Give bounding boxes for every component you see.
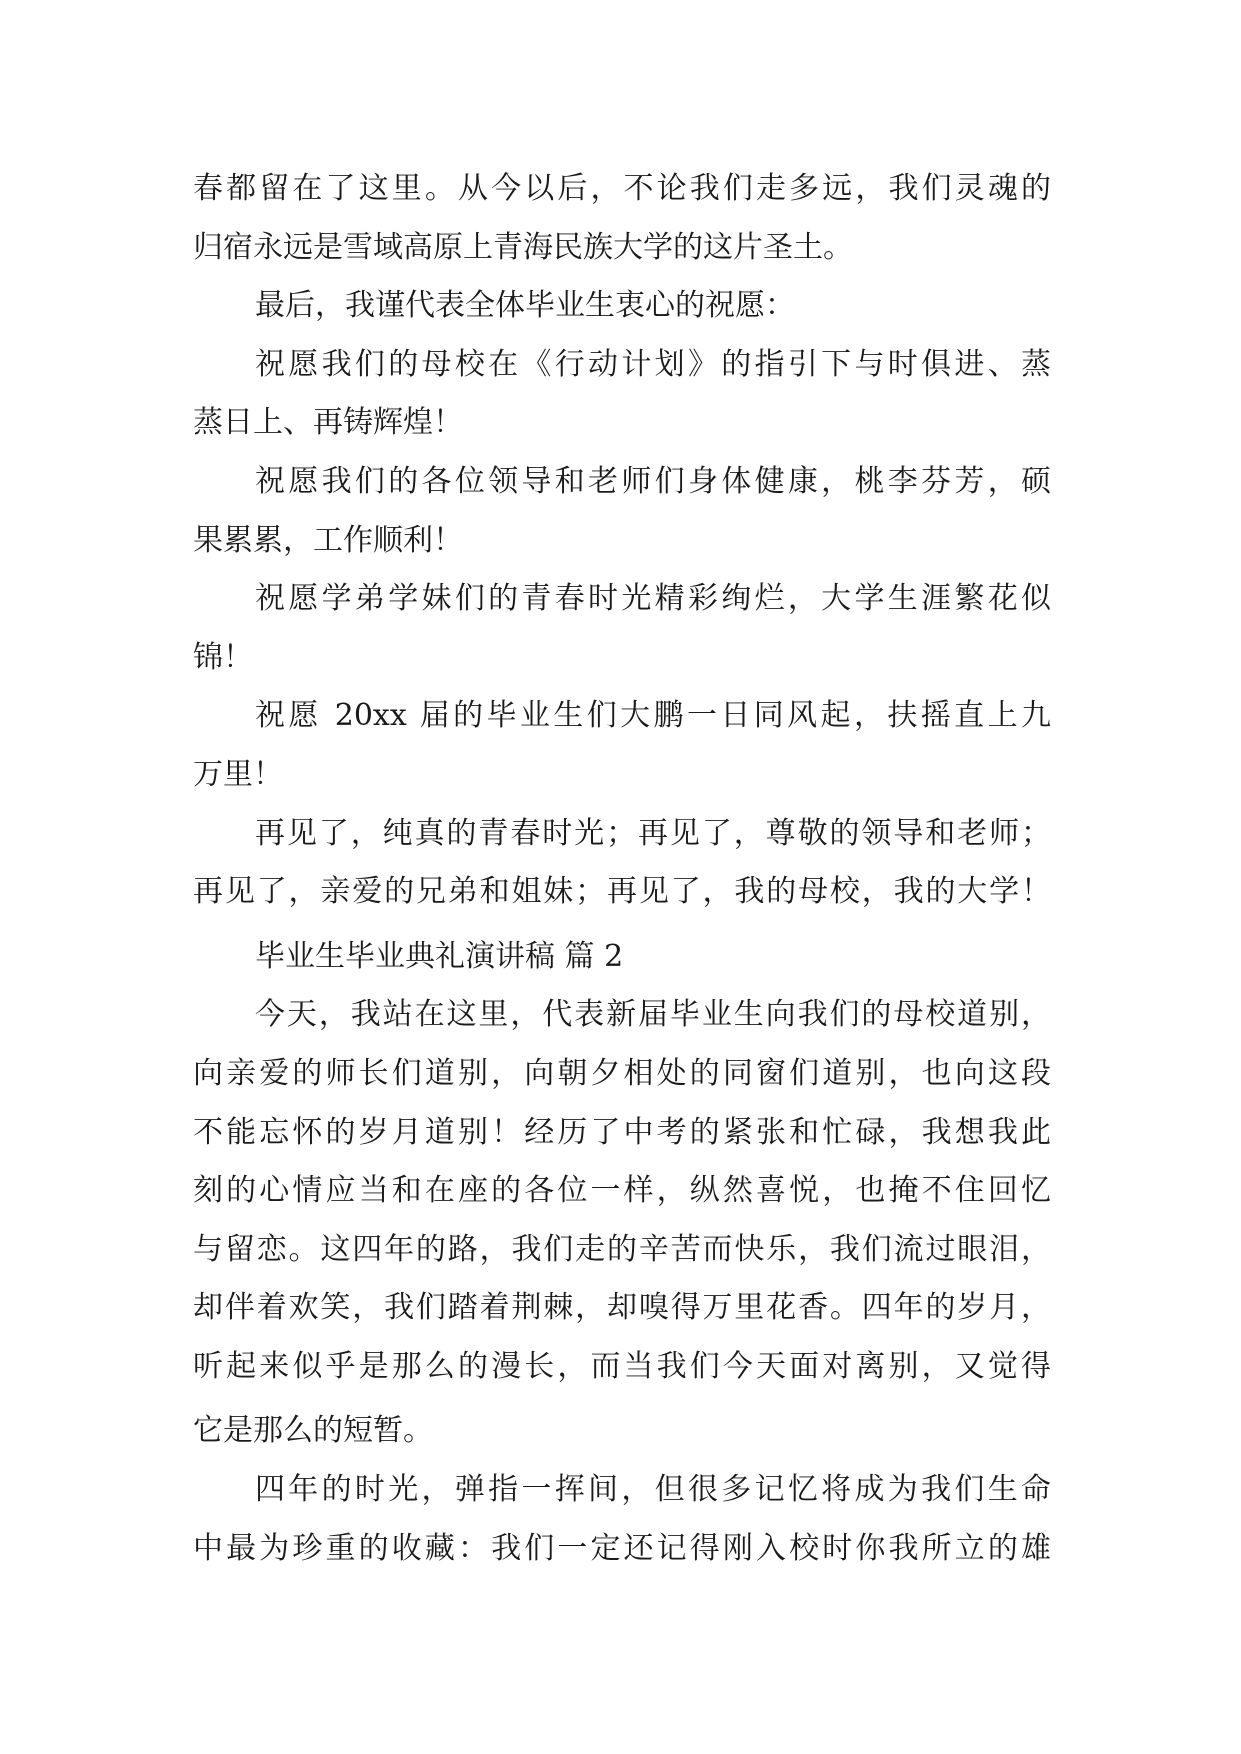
text-line: 不能忘怀的岁月道别！经历了中考的紧张和忙碌，我想我此 bbox=[193, 1114, 1051, 1150]
text-line: 蒸日上、再铸辉煌！ bbox=[193, 405, 463, 441]
text-line: 万里！ bbox=[193, 756, 283, 792]
text-line: 刻的心情应当和在座的各位一样，纵然喜悦，也掩不住回忆 bbox=[193, 1173, 1051, 1209]
text-line: 祝愿 20xx 届的毕业生们大鹏一日同风起，扶摇直上九 bbox=[255, 698, 1051, 734]
text-lines bbox=[193, 160, 1051, 1578]
text-line: 祝愿我们的母校在《行动计划》的指引下与时俱进、蒸 bbox=[255, 346, 1051, 382]
text-line: 它是那么的短暂。 bbox=[193, 1413, 433, 1449]
text-line: 果累累，工作顺利！ bbox=[193, 522, 463, 558]
text-line: 却伴着欢笑，我们踏着荆棘，却嗅得万里花香。四年的岁月， bbox=[193, 1290, 1051, 1326]
document-body bbox=[193, 160, 1051, 1578]
text-line: 再见了，亲爱的兄弟和姐妹；再见了，我的母校，我的大学！ bbox=[193, 874, 1051, 910]
text-line: 最后，我谨代表全体毕业生衷心的祝愿： bbox=[255, 288, 795, 324]
text-line: 向亲爱的师长们道别，向朝夕相处的同窗们道别，也向这段 bbox=[193, 1055, 1051, 1091]
text-line: 归宿永远是雪域高原上青海民族大学的这片圣土。 bbox=[193, 229, 853, 265]
text-line: 再见了，纯真的青春时光；再见了，尊敬的领导和老师； bbox=[255, 815, 1051, 851]
text-line: 听起来似乎是那么的漫长，而当我们今天面对离别，又觉得 bbox=[193, 1348, 1051, 1384]
text-line: 四年的时光，弹指一挥间，但很多记忆将成为我们生命 bbox=[255, 1472, 1051, 1508]
text-line: 中最为珍重的收藏：我们一定还记得刚入校时你我所立的雄 bbox=[193, 1530, 1051, 1566]
text-line: 毕业生毕业典礼演讲稿 篇 2 bbox=[255, 938, 624, 974]
text-line: 与留恋。这四年的路，我们走的辛苦而快乐，我们流过眼泪， bbox=[193, 1231, 1051, 1267]
text-line: 春都留在了这里。从今以后，不论我们走多远，我们灵魂的 bbox=[193, 171, 1051, 206]
text-line: 祝愿我们的各位领导和老师们身体健康，桃李芬芳，硕 bbox=[255, 463, 1051, 499]
text-line: 锦！ bbox=[193, 639, 253, 675]
text-line: 祝愿学弟学妹们的青春时光精彩绚烂，大学生涯繁花似 bbox=[255, 581, 1051, 617]
text-line: 今天，我站在这里，代表新届毕业生向我们的母校道别， bbox=[255, 997, 1051, 1033]
